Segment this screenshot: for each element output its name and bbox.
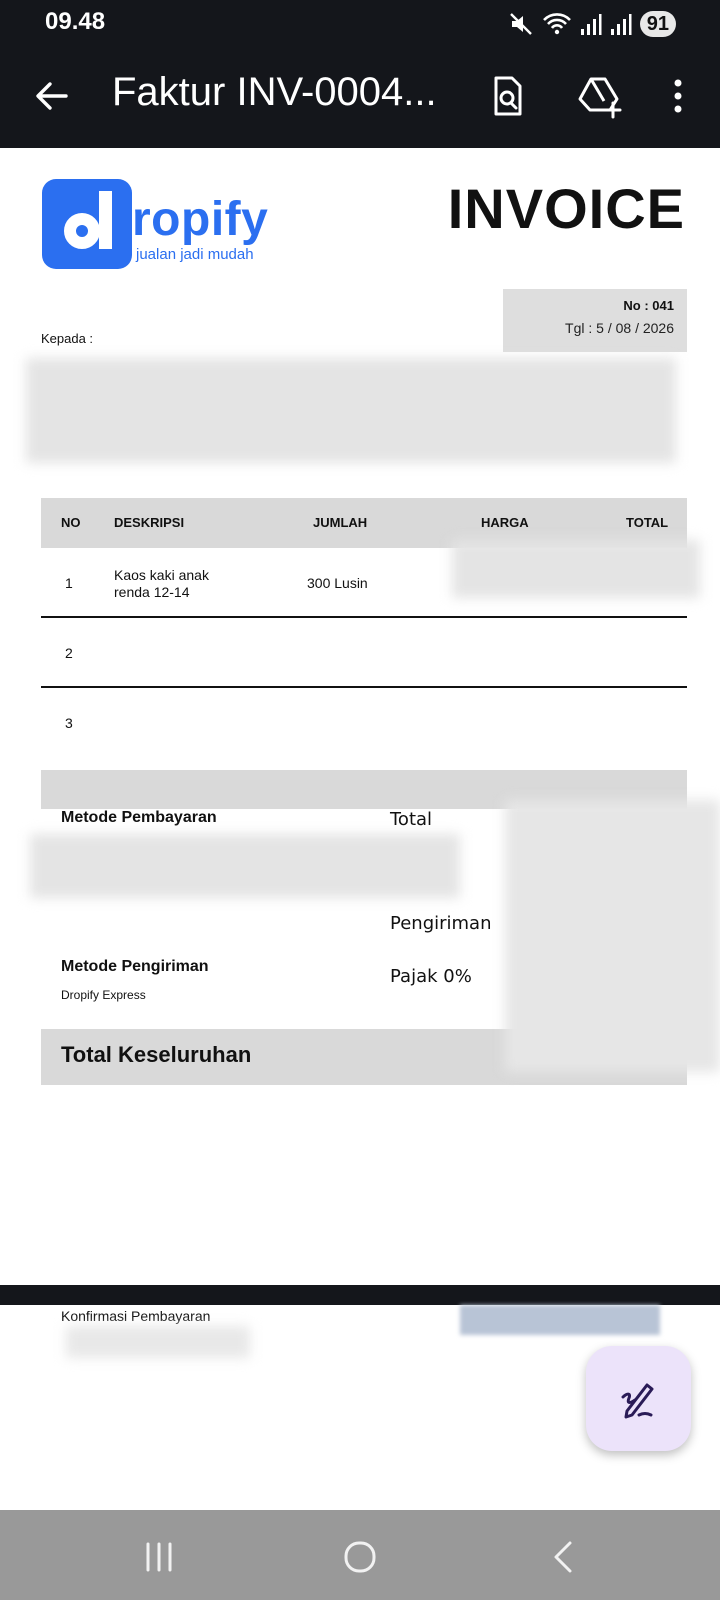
system-nav-bar [0,1510,720,1600]
row-description: Kaos kaki anak renda 12-14 [114,567,209,600]
summary-shipping-label: Pengiriman [390,913,492,934]
document-title: Faktur INV-0004... [112,70,437,114]
col-quantity: JUMLAH [313,515,368,530]
recents-icon[interactable] [134,1532,184,1582]
invoice-title: INVOICE [447,177,685,240]
signal-icon [580,12,602,36]
page-break [0,1285,720,1305]
amounts-redacted [505,800,720,1072]
status-time: 09.48 [45,8,106,35]
row-no: 2 [65,645,73,661]
logo-tagline: jualan jadi mudah [136,246,254,263]
mute-icon [508,11,534,37]
table-row [41,688,687,758]
row-no: 1 [65,575,73,591]
summary-total-label: Total [390,809,433,830]
more-vert-icon[interactable] [650,68,706,124]
col-price: HARGA [481,515,529,530]
edit-pen-icon [617,1377,661,1421]
add-to-drive-icon[interactable] [572,68,628,124]
back-icon[interactable] [538,1532,588,1582]
summary-tax-label: Pajak 0% [390,966,472,987]
invoice-number: No : 041 [623,298,674,313]
invoice-document[interactable] [0,148,720,1285]
app-bar [0,48,720,148]
shipping-method-value: Dropify Express [61,988,146,1002]
dropify-logo-icon [42,179,132,269]
table-row [41,618,687,688]
status-icons [508,9,676,39]
invoice-date: Tgl : 5 / 08 / 2026 [565,320,674,336]
row-no: 3 [65,715,73,731]
contact-redacted [460,1305,660,1335]
confirmation-redacted [66,1326,250,1358]
recipient-label: Kepada : [41,331,94,346]
edit-fab-button[interactable] [586,1346,691,1451]
status-bar [0,0,720,48]
battery-indicator: 91 [640,11,676,37]
payment-method-label: Metode Pembayaran [61,809,217,826]
recipient-redacted [26,358,676,463]
shipping-method-label: Metode Pengiriman [61,958,209,975]
back-arrow-icon[interactable] [30,74,74,118]
price-redacted [452,540,700,598]
logo-word: ropify [132,193,269,246]
signal-icon-2 [610,12,632,36]
home-icon[interactable] [335,1532,385,1582]
payment-redacted [30,834,460,898]
row-quantity: 300 Lusin [307,575,368,591]
col-description: DESKRIPSI [114,515,185,530]
confirmation-label: Konfirmasi Pembayaran [61,1308,211,1324]
invoice-meta [503,289,687,352]
col-no: NO [61,515,81,530]
wifi-icon [542,11,572,37]
document-search-icon[interactable] [480,68,536,124]
grand-total-label: Total Keseluruhan [61,1042,252,1067]
col-total: TOTAL [626,515,669,530]
